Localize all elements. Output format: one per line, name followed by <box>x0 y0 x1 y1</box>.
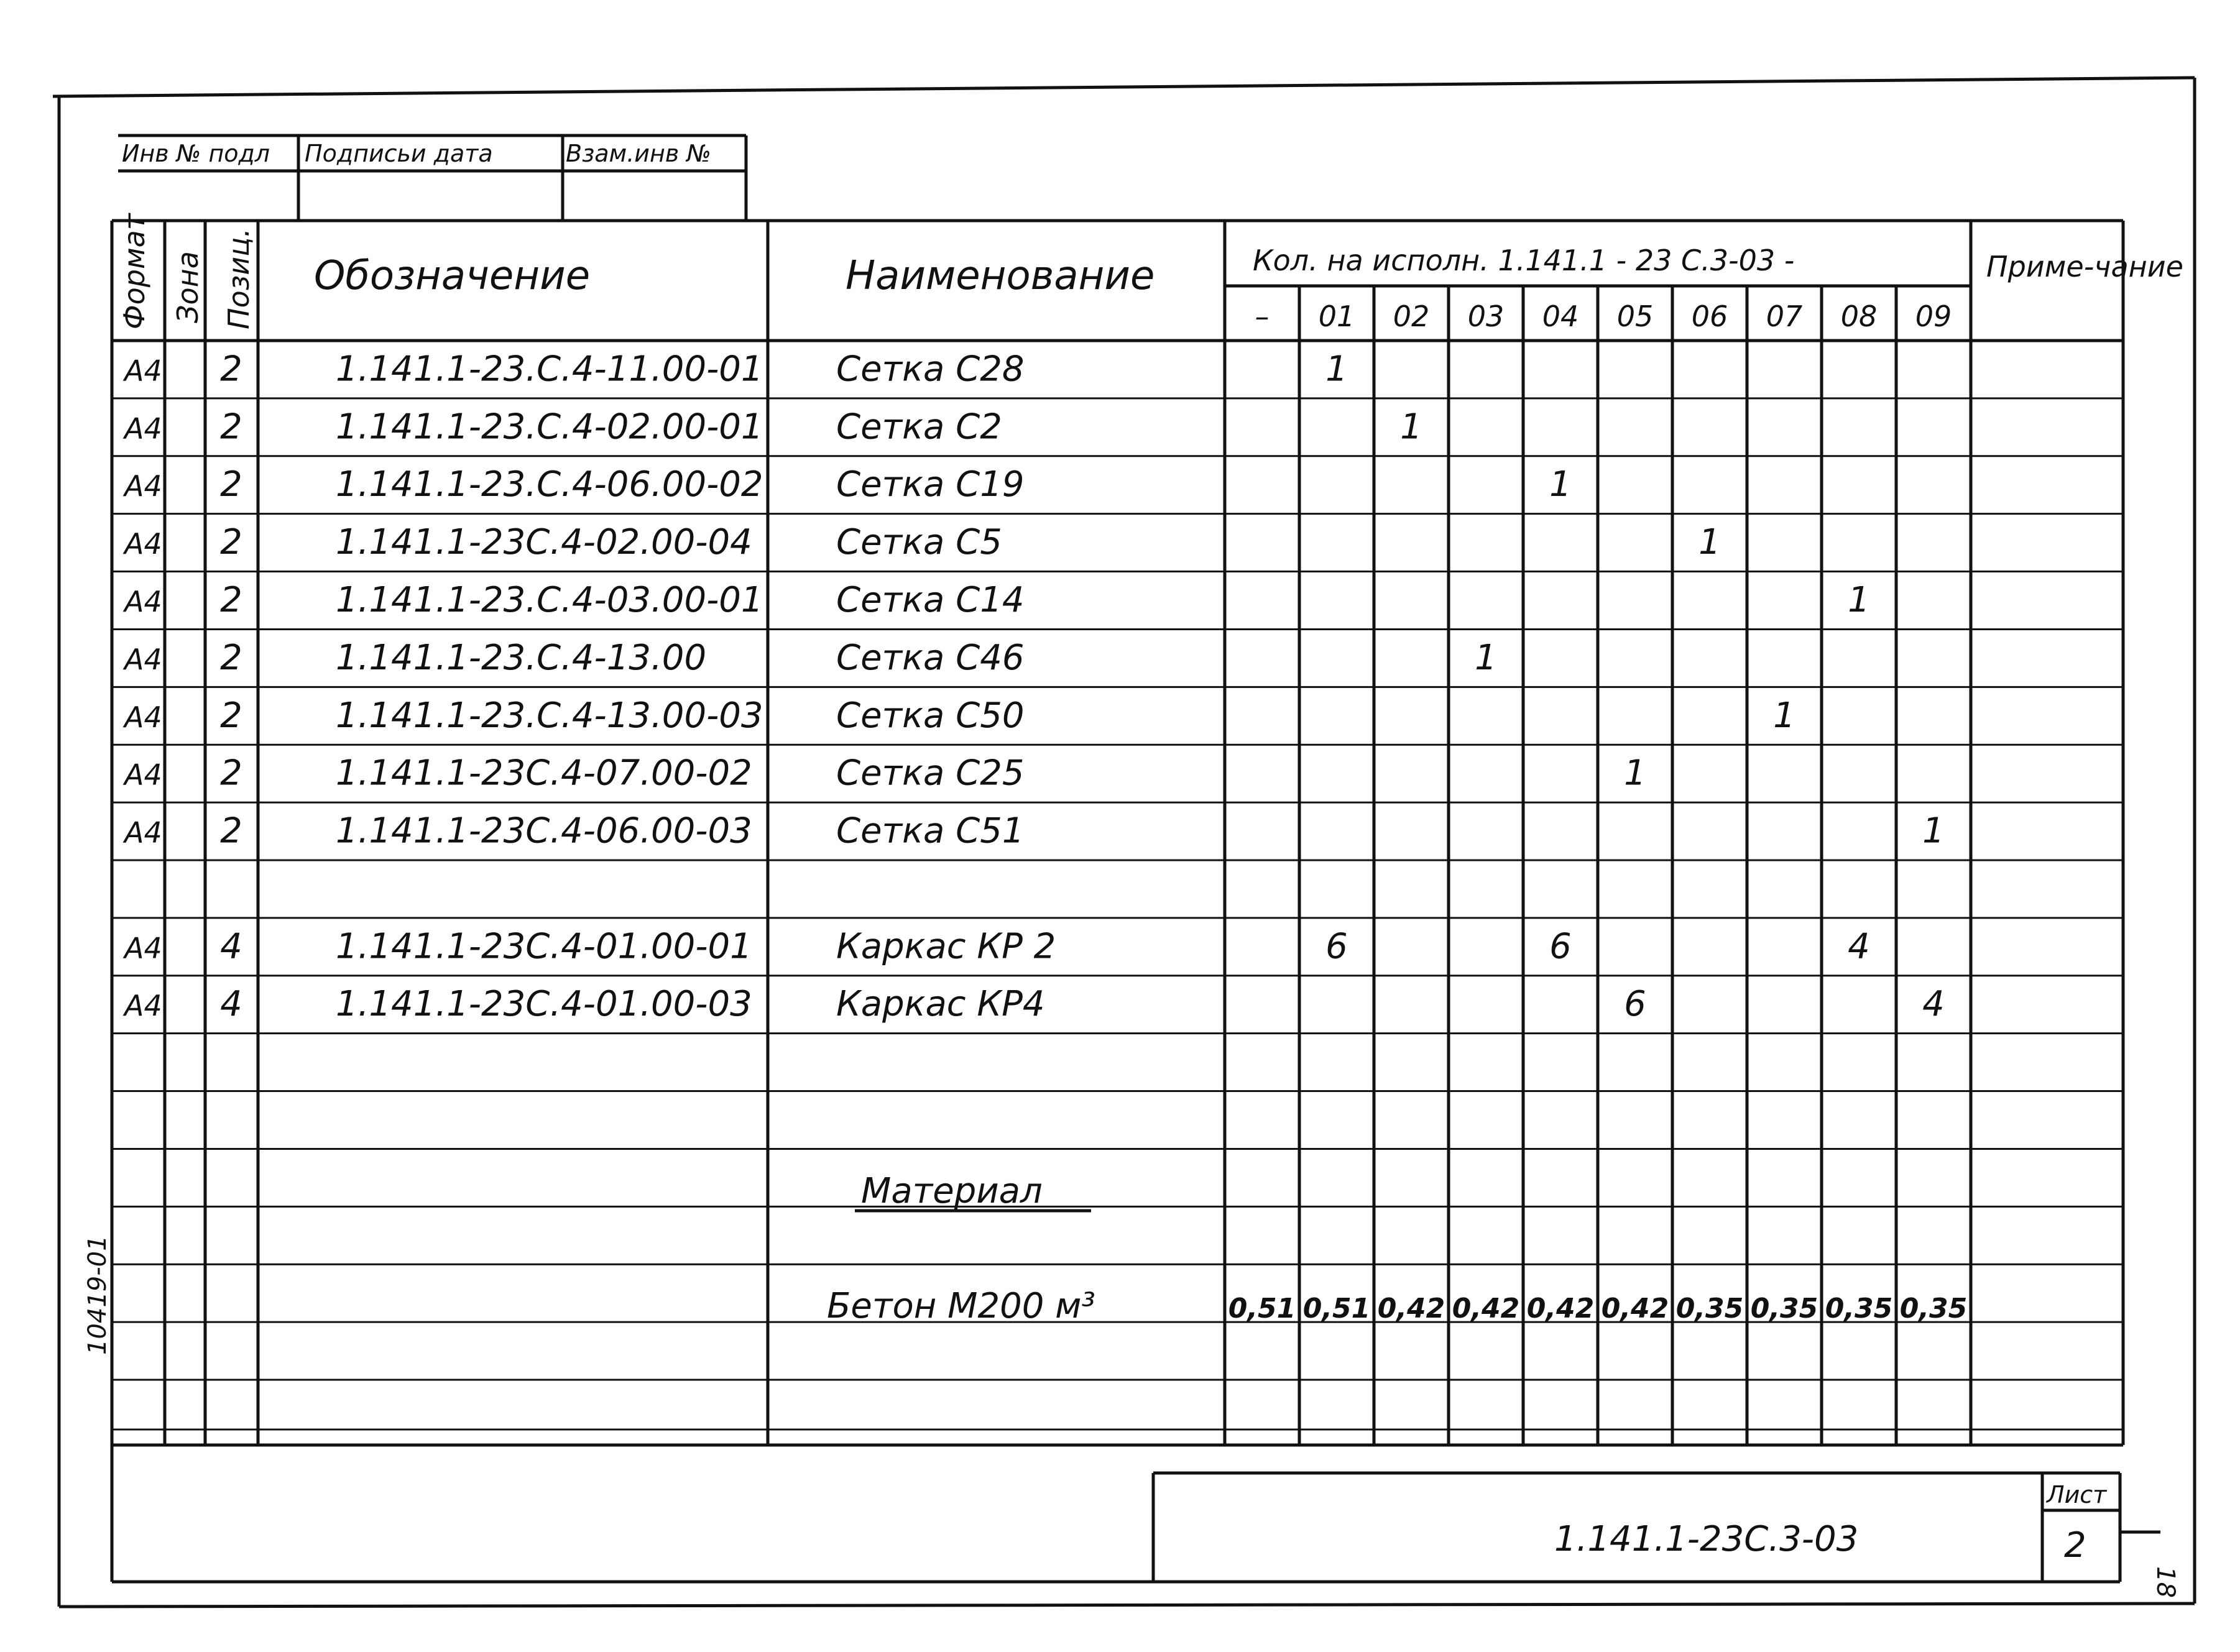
row-designation: 1.141.1-23.С.4-03.00-01 <box>336 580 763 620</box>
title-block <box>1153 1473 2160 1582</box>
row-name: Сетка С28 <box>836 349 1025 390</box>
margin-note: 10419-01 <box>83 1235 112 1355</box>
row-position: 4 <box>220 984 242 1025</box>
row-qty-7: 1 <box>1773 695 1795 736</box>
row-qty-3: 1 <box>1475 637 1497 678</box>
concrete-value-4: 0,42 <box>1526 1293 1595 1324</box>
row-qty-8: 1 <box>1848 580 1870 620</box>
row-designation: 1.141.1-23С.4-01.00-01 <box>336 926 752 967</box>
row-format: А4 <box>124 989 162 1023</box>
row-qty-8: 4 <box>1848 926 1870 967</box>
row-designation: 1.141.1-23С.4-02.00-04 <box>336 522 752 563</box>
row-name: Каркас КР4 <box>836 984 1045 1025</box>
row-qty-5: 6 <box>1624 984 1646 1025</box>
variant-header-6: 06 <box>1691 300 1728 333</box>
row-name: Сетка С2 <box>836 406 1002 447</box>
row-position: 2 <box>220 580 242 620</box>
concrete-value-6: 0,35 <box>1675 1293 1744 1324</box>
row-qty-2: 1 <box>1400 406 1422 447</box>
row-designation: 1.141.1-23.С.4-02.00-01 <box>336 406 763 447</box>
row-format: А4 <box>124 585 162 618</box>
row-position: 2 <box>220 349 242 390</box>
row-qty-1: 6 <box>1325 926 1348 967</box>
row-position: 2 <box>220 695 242 736</box>
row-format: А4 <box>124 642 162 676</box>
row-format: А4 <box>124 411 162 446</box>
row-designation: 1.141.1-23.С.4-13.00 <box>336 637 707 678</box>
row-qty-6: 1 <box>1698 522 1721 563</box>
row-format: А4 <box>124 815 162 850</box>
doc-number: 1.141.1-23С.3-03 <box>1554 1519 1859 1559</box>
row-position: 2 <box>220 753 242 794</box>
row-format: А4 <box>124 469 162 503</box>
table-row <box>122 522 1721 562</box>
concrete-value-5: 0,42 <box>1601 1293 1669 1324</box>
table-row <box>122 406 1422 447</box>
row-name: Сетка С14 <box>836 580 1025 620</box>
variant-header-7: 07 <box>1766 300 1803 333</box>
material-heading: Материал <box>861 1171 1043 1211</box>
row-position: 2 <box>220 522 242 563</box>
inv-number-label: Инв № подл <box>122 140 270 167</box>
row-name: Сетка С25 <box>836 753 1025 794</box>
material-section <box>827 1171 1095 1326</box>
inventory-stamp <box>118 135 746 221</box>
concrete-value-3: 0,42 <box>1452 1293 1520 1324</box>
table-row <box>122 926 1870 966</box>
row-position: 2 <box>220 810 242 851</box>
variant-header-8: 08 <box>1840 300 1878 333</box>
quantity-header: Кол. на исполн. 1.141.1 - 23 С.3-03 - <box>1253 244 1795 277</box>
variant-header-3: 03 <box>1467 300 1505 333</box>
variant-header-1: 01 <box>1318 300 1355 333</box>
row-designation: 1.141.1-23.С.4-13.00-03 <box>336 695 763 736</box>
row-qty-4: 1 <box>1549 464 1572 505</box>
corner-mark: 18 <box>2151 1566 2180 1598</box>
replace-inv-label: Взам.инв № <box>566 140 711 167</box>
variant-header-4: 04 <box>1542 300 1579 333</box>
row-name: Сетка С50 <box>836 695 1025 736</box>
row-position: 4 <box>220 926 242 967</box>
row-designation: 1.141.1-23С.4-07.00-02 <box>336 753 752 794</box>
variant-header-0: – <box>1255 300 1270 333</box>
variant-header-9: 09 <box>1915 300 1952 333</box>
zone-header: Зона <box>171 251 205 323</box>
concrete-value-0: 0,51 <box>1228 1293 1296 1324</box>
position-header: Позиц. <box>222 227 256 329</box>
variant-headers <box>1255 300 1952 333</box>
sheet-label: Лист <box>2047 1481 2107 1508</box>
row-name: Сетка С19 <box>836 464 1025 505</box>
table-row <box>122 753 1646 794</box>
table-row <box>122 695 1795 736</box>
concrete-value-2: 0,42 <box>1377 1293 1445 1324</box>
row-designation: 1.141.1-23С.4-06.00-03 <box>336 810 752 851</box>
table-row <box>122 638 1497 678</box>
note-header: Приме-чание <box>1986 250 2183 283</box>
row-format: А4 <box>124 758 162 792</box>
concrete-value-8: 0,35 <box>1825 1293 1893 1324</box>
row-name: Сетка С46 <box>836 637 1025 678</box>
row-qty-4: 6 <box>1549 926 1572 967</box>
sign-date-label: Подписьи дата <box>305 140 493 167</box>
concrete-label: Бетон М200 м³ <box>827 1286 1095 1326</box>
row-position: 2 <box>220 464 242 505</box>
row-designation: 1.141.1-23.С.4-11.00-01 <box>336 349 763 390</box>
concrete-value-7: 0,35 <box>1750 1293 1818 1324</box>
row-position: 2 <box>220 406 242 447</box>
row-format: А4 <box>124 527 162 561</box>
variant-header-5: 05 <box>1616 300 1654 333</box>
row-designation: 1.141.1-23С.4-01.00-03 <box>336 984 752 1025</box>
variant-header-2: 02 <box>1393 300 1430 333</box>
concrete-value-9: 0,35 <box>1899 1293 1968 1324</box>
row-qty-5: 1 <box>1624 753 1646 794</box>
name-header: Наименование <box>846 253 1155 299</box>
concrete-value-1: 0,51 <box>1302 1293 1371 1324</box>
row-designation: 1.141.1-23.С.4-06.00-02 <box>336 464 763 505</box>
row-format: А4 <box>124 931 162 965</box>
row-name: Каркас КР 2 <box>836 926 1056 967</box>
row-format: А4 <box>124 700 162 734</box>
row-position: 2 <box>220 637 242 678</box>
designation-header: Обозначение <box>314 253 591 299</box>
table-row <box>122 464 1572 505</box>
row-name: Сетка С5 <box>836 522 1002 563</box>
table-row <box>122 580 1870 620</box>
sheet-number: 2 <box>2064 1525 2086 1566</box>
row-qty-9: 4 <box>1922 984 1945 1025</box>
row-qty-9: 1 <box>1922 810 1945 851</box>
row-name: Сетка С51 <box>836 810 1025 851</box>
row-format: А4 <box>124 354 162 388</box>
row-qty-1: 1 <box>1325 349 1348 390</box>
table-row <box>122 349 1348 389</box>
format-header: Формат <box>118 213 151 329</box>
